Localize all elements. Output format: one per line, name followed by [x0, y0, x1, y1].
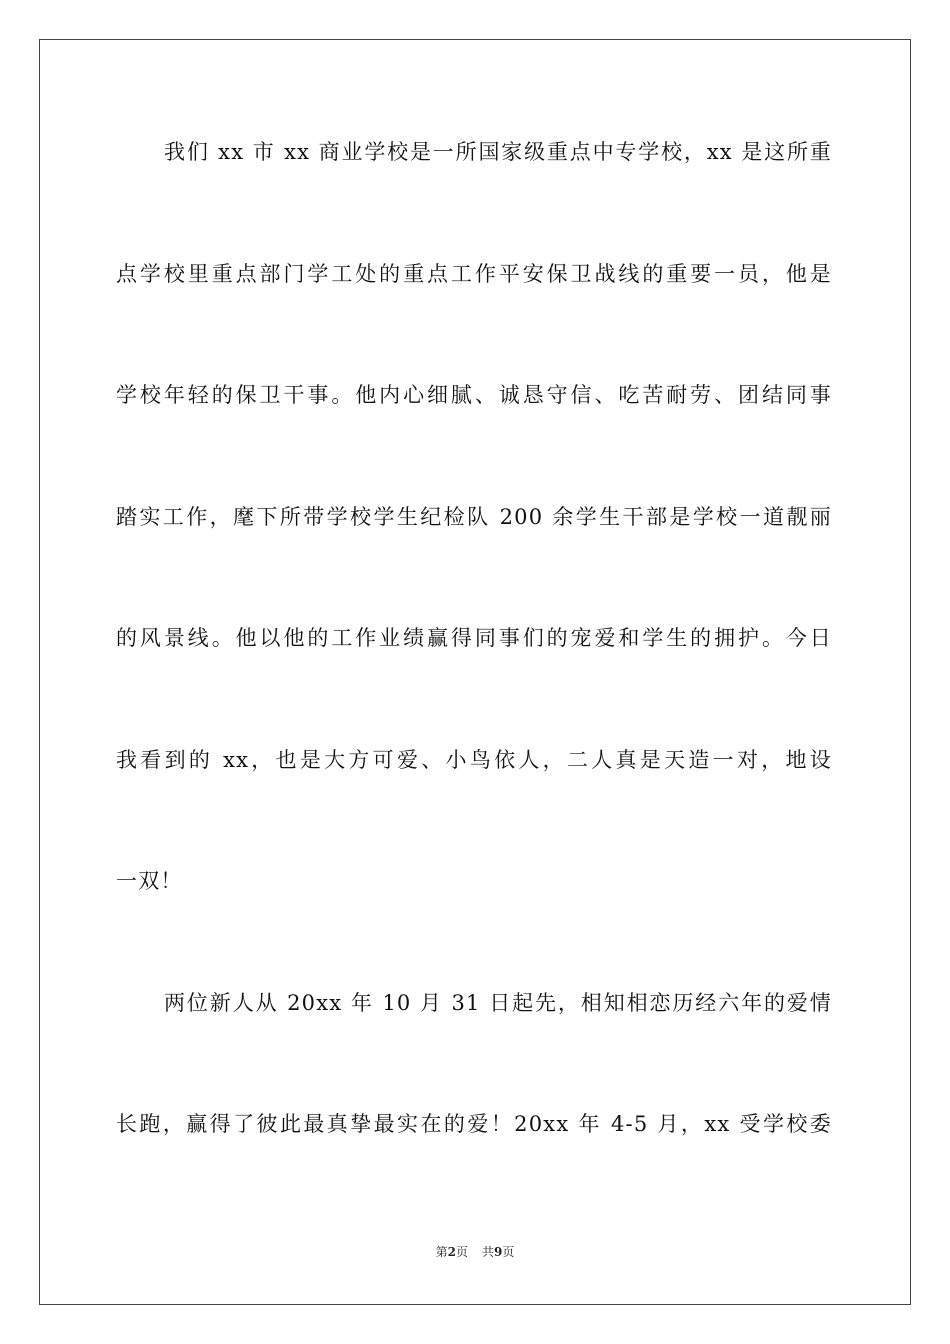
- paragraph-1-line-5: 的风景线。他以他的工作业绩赢得同事们的宠爱和学生的拥护。今日: [116, 626, 832, 650]
- total-suffix: 页: [502, 1245, 515, 1259]
- page-prefix: 第: [435, 1245, 448, 1259]
- paragraph-1-line-3: 学校年轻的保卫干事。他内心细腻、诚恳守信、吃苦耐劳、团结同事: [116, 383, 832, 407]
- paragraph-1-line-6: 我看到的 xx，也是大方可爱、小鸟依人，二人真是天造一对，地设: [116, 748, 832, 772]
- page-footer: [0, 1244, 950, 1260]
- page-total-number: 9: [494, 1245, 503, 1259]
- paragraph-1-line-7: 一双！: [116, 869, 183, 893]
- paragraph-2-line-1: 两位新人从 20xx 年 10 月 31 日起先，相知相恋历经六年的爱情: [164, 991, 832, 1015]
- paragraph-1-line-1: 我们 xx 市 xx 商业学校是一所国家级重点中专学校，xx 是这所重: [164, 140, 832, 164]
- page-current-number: 2: [447, 1245, 456, 1259]
- page-suffix: 页: [455, 1245, 468, 1259]
- paragraph-1-line-4: 踏实工作，麾下所带学校学生纪检队 200 余学生干部是学校一道靓丽: [116, 505, 832, 529]
- total-prefix: 共: [482, 1245, 495, 1259]
- paragraph-2-line-2: 长跑，赢得了彼此最真挚最实在的爱！20xx 年 4-5 月，xx 受学校委: [116, 1112, 832, 1136]
- paragraph-1-line-2: 点学校里重点部门学工处的重点工作平安保卫战线的重要一员，他是: [116, 262, 832, 286]
